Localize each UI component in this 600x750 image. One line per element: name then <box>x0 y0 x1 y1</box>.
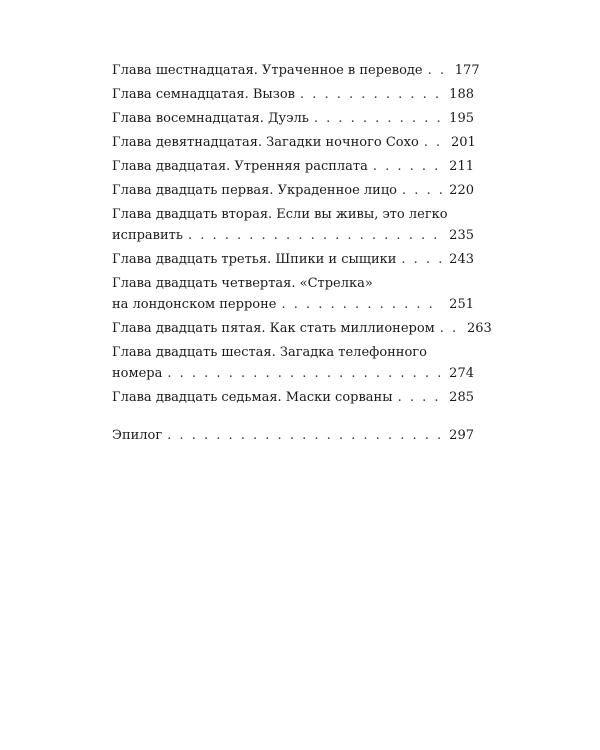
chapter-title: Глава двадцать седьмая. Маски сорваны <box>112 390 393 405</box>
dot-leader <box>167 363 442 384</box>
toc-line <box>112 225 474 246</box>
toc-line-first <box>112 342 474 363</box>
toc-entry-ch26 <box>112 342 474 384</box>
toc-line-first <box>112 273 474 294</box>
toc-entry-ch17 <box>112 84 474 105</box>
toc-entry-ch16 <box>112 60 480 81</box>
page-number: 285 <box>449 390 474 405</box>
toc-line <box>112 363 474 384</box>
page-number: 274 <box>449 366 474 381</box>
chapter-title-continued: на лондонском перроне <box>112 297 277 312</box>
toc-line <box>112 318 492 339</box>
toc-line <box>112 387 474 408</box>
toc-entry-ch24 <box>112 273 474 315</box>
toc-line <box>112 180 474 201</box>
toc-line <box>112 425 474 446</box>
chapter-title-continued: исправить <box>112 228 183 243</box>
toc-line <box>112 108 474 129</box>
toc-line-first <box>112 204 474 225</box>
dot-leader <box>401 249 442 270</box>
toc-entry-ch20 <box>112 156 474 177</box>
dot-leader <box>424 132 444 153</box>
page-number: 243 <box>449 252 474 267</box>
toc-line <box>112 156 474 177</box>
table-of-contents <box>112 60 492 449</box>
chapter-title: Глава двадцать третья. Шпики и сыщики <box>112 252 397 267</box>
toc-line <box>112 132 474 153</box>
page-number: 188 <box>449 87 474 102</box>
dot-leader <box>188 225 442 246</box>
toc-line <box>112 249 474 270</box>
chapter-title: Глава двадцатая. Утренняя расплата <box>112 159 368 174</box>
page-number: 251 <box>449 297 474 312</box>
toc-entry-ch18 <box>112 108 474 129</box>
page-number: 235 <box>449 228 474 243</box>
toc-entry-ch25 <box>112 318 492 339</box>
chapter-title: Глава двадцать вторая. Если вы живы, это легко <box>112 207 448 222</box>
chapter-title: Глава восемнадцатая. Дуэль <box>112 111 309 126</box>
dot-leader <box>428 60 448 81</box>
toc-line <box>112 60 480 81</box>
page-number: 220 <box>449 183 474 198</box>
chapter-title: Глава девятнадцатая. Загадки ночного Сохо <box>112 135 419 150</box>
page-number: 297 <box>449 428 474 443</box>
dot-leader <box>300 84 442 105</box>
toc-entry-ch27 <box>112 387 474 408</box>
chapter-title: Глава двадцать пятая. Как стать миллионером <box>112 321 435 336</box>
toc-line <box>112 84 474 105</box>
toc-entry-ch23 <box>112 249 474 270</box>
toc-entry-ch19 <box>112 132 474 153</box>
chapter-title: Глава семнадцатая. Вызов <box>112 87 295 102</box>
epilogue-title: Эпилог <box>112 428 163 443</box>
chapter-title: Глава двадцать первая. Украденное лицо <box>112 183 398 198</box>
page-number: 177 <box>454 63 480 78</box>
dot-leader <box>440 318 460 339</box>
dot-leader <box>402 180 442 201</box>
toc-entry-ch21 <box>112 180 474 201</box>
page-number: 201 <box>450 135 476 150</box>
chapter-title: Глава двадцать четвертая. «Стрелка» <box>112 276 373 291</box>
dot-leader <box>281 294 442 315</box>
toc-line <box>112 294 474 315</box>
section-gap <box>112 411 474 425</box>
dot-leader <box>167 425 442 446</box>
toc-entry-epilogue <box>112 425 474 446</box>
chapter-title-continued: номера <box>112 366 163 381</box>
chapter-title: Глава шестнадцатая. Утраченное в переводе <box>112 63 423 78</box>
dot-leader <box>373 156 442 177</box>
chapter-title: Глава двадцать шестая. Загадка телефонного <box>112 345 427 360</box>
page-number: 195 <box>449 111 474 126</box>
page-number: 211 <box>449 159 474 174</box>
page-number: 263 <box>466 321 492 336</box>
dot-leader <box>314 108 442 129</box>
dot-leader <box>398 387 442 408</box>
toc-entry-ch22 <box>112 204 474 246</box>
